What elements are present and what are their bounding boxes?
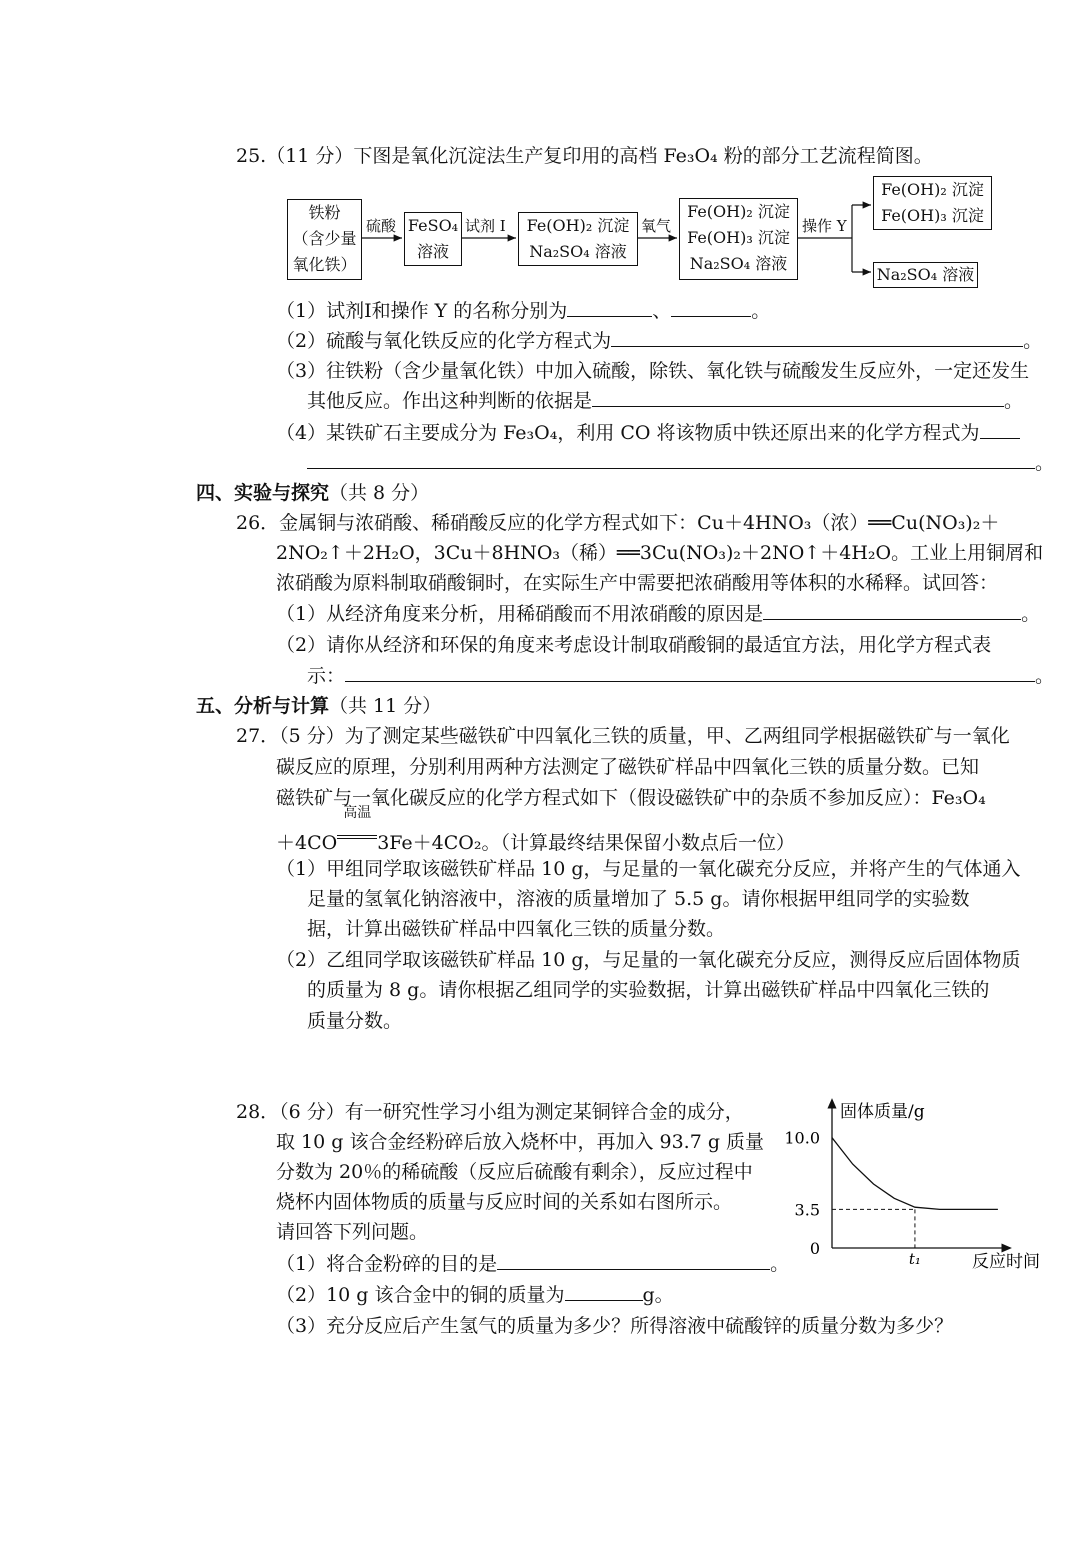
section-5-heading: 五、分析与计算（共 11 分） [196,695,442,717]
q28-part1: （1）将合金粉碎的目的是 。 [276,1253,790,1275]
y-axis-label: 固体质量/g [840,1102,925,1122]
q28-part2: （2）10 g 该合金中的铜的质量为 g。 [276,1284,674,1306]
q28-line1: 28．（6 分）有一研究性学习小组为测定某铜锌合金的成分， [236,1101,744,1123]
q25-part4: （4）某铁矿石主要成分为 Fe₃O₄，利用 CO 将该物质中铁还原出来的化学方程式为 [276,420,1020,446]
flow-box-feoh2-na2so4: Fe(OH)₂ 沉淀 Na₂SO₄ 溶液 [518,212,638,266]
answer-blank[interactable] [611,328,1023,347]
q27-line4: ＋4CO 高温 3Fe＋4CO₂。（计算最终结果保留小数点后一位） [276,805,796,854]
answer-blank[interactable] [592,388,1004,407]
q27-part1-line3: 据，计算出磁铁矿样品中四氧化三铁的质量分数。 [307,918,726,940]
answer-blank[interactable] [307,450,1035,469]
section-4-heading: 四、实验与探究（共 8 分） [196,482,430,504]
flow-label-operation-y: 操作 Y [802,217,847,235]
y-tick-label: 3.5 [794,1200,820,1220]
q25-part3-line1: （3）往铁粉（含少量氧化铁）中加入硫酸，除铁、氧化铁与硫酸发生反应外，一定还发生 [276,360,1030,382]
q27-part2-line2: 的质量为 8 g。请你根据乙组同学的实验数据，计算出磁铁矿样品中四氧化三铁的 [307,979,990,1001]
x-tick-label: t₁ [908,1250,921,1268]
answer-blank[interactable] [497,1251,770,1270]
q27-line3: 磁铁矿与一氧化碳反应的化学方程式如下（假设磁铁矿中的杂质不参加反应）：Fe₃O₄ [276,787,986,809]
answer-blank[interactable] [565,1282,643,1301]
reaction-condition: 高温 [337,823,377,849]
q27-part2-line1: （2）乙组同学取该磁铁矿样品 10 g，与足量的一氧化碳充分反应，测得反应后固体物质 [276,949,1021,971]
q28-line3: 分数为 20％的稀硫酸（反应后硫酸有剩余），反应过程中 [276,1161,753,1183]
flow-label-reagent-1: 试剂 Ⅰ [465,217,506,235]
q27-part1-line1: （1）甲组同学取该磁铁矿样品 10 g，与足量的一氧化碳充分反应，并将产生的气体通入 [276,858,1021,880]
answer-blank[interactable] [567,298,652,317]
q28-part3: （3）充分反应后产生氢气的质量为多少？所得溶液中硫酸锌的质量分数为多少？ [276,1315,954,1337]
q25-part4-line2: 。 [307,450,1054,476]
q25-part3-line2: 其他反应。作出这种判断的依据是 。 [307,390,1024,412]
q27-part1-line2: 足量的氢氧化钠溶液中，溶液的质量增加了 5.5 g。请你根据甲组同学的实验数 [307,888,970,910]
q26-line1: 26．金属铜与浓硝酸、稀硝酸反应的化学方程式如下：Cu＋4HNO₃（浓）══Cu(NO₃)₂＋ [236,512,1000,534]
flow-box-feso4: FeSO₄ 溶液 [404,212,462,266]
q28-line2: 取 10 g 该合金经粉碎后放入烧杯中，再加入 93.7 g 质量 [276,1131,765,1153]
flow-label-oxygen: 氧气 [641,217,672,235]
q25-stem: 25.（11 分）下图是氧化沉淀法生产复印用的高档 Fe₃O₄ 粉的部分工艺流程简图。 [236,145,933,167]
x-axis-label: 反应时间 [972,1252,1040,1272]
answer-blank[interactable] [671,298,751,317]
q26-line2: 2NO₂↑＋2H₂O，3Cu＋8HNO₃（稀）══3Cu(NO₃)₂＋2NO↑＋4H₂O。工业上用铜屑和 [276,542,1044,564]
q26-line3: 浓硝酸为原料制取硝酸铜时，在实际生产中需要把浓硝酸用等体积的水稀释。试回答： [276,572,999,594]
answer-blank[interactable] [345,663,1035,682]
flow-arrows [0,0,1065,320]
q28-line5: 请回答下列问题。 [276,1221,429,1243]
q27-line1: 27．（5 分）为了测定某些磁铁矿中四氧化三铁的质量，甲、乙两组同学根据磁铁矿与一氧化 [236,725,1010,747]
flow-label-sulfuric-acid: 硫酸 [366,217,397,235]
q27-part2-line3: 质量分数。 [307,1010,403,1032]
q28-line4: 烧杯内固体物质的质量与反应时间的关系如右图所示。 [276,1191,733,1213]
q25-part2: （2）硫酸与氧化铁反应的化学方程式为 。 [276,330,1043,352]
flow-box-iron-powder: 铁粉 （含少量 氧化铁） [287,199,362,280]
y-tick-label: 10.0 [784,1128,820,1148]
q26-part1: （1）从经济角度来分析，用稀硝酸而不用浓硝酸的原因是 。 [276,603,1041,625]
answer-blank[interactable] [763,601,1021,620]
q26-part2-line1: （2）请你从经济和环保的角度来考虑设计制取硝酸铜的最适宜方法，用化学方程式表 [276,634,992,656]
q26-part2-line2: 示： 。 [307,665,1055,687]
flow-box-precipitates: Fe(OH)₂ 沉淀 Fe(OH)₃ 沉淀 [873,176,992,230]
q25-part1: （1）试剂Ⅰ和操作 Y 的名称分别为 、 。 [276,300,771,322]
answer-blank[interactable] [980,420,1020,439]
series-line [832,1138,998,1210]
y-tick-label: 0 [809,1239,820,1258]
q27-line2: 碳反应的原理，分别利用两种方法测定了磁铁矿样品中四氧化三铁的质量分数。已知 [276,756,980,778]
flow-box-mixture: Fe(OH)₂ 沉淀 Fe(OH)₃ 沉淀 Na₂SO₄ 溶液 [679,198,798,280]
flow-box-na2so4: Na₂SO₄ 溶液 [873,262,978,288]
